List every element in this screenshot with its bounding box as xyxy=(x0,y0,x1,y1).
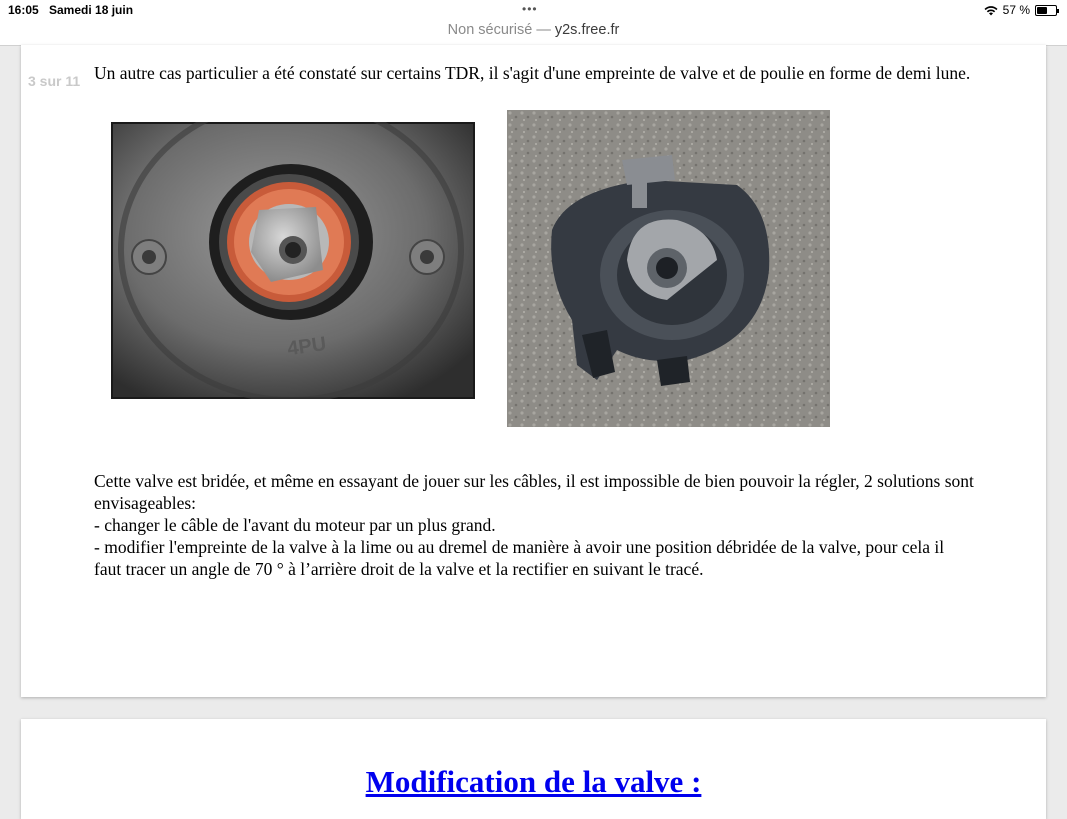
engine-marking: 4PU xyxy=(285,333,328,361)
section-title-link[interactable]: Modification de la valve : xyxy=(365,764,702,799)
intro-text: Un autre cas particulier a été constaté sur certains TDR, il s'agit d'une empreinte de valve et de poulie en forme de demi lune. xyxy=(94,63,971,83)
domain-label: y2s.free.fr xyxy=(554,22,620,38)
battery-level xyxy=(1037,7,1047,14)
address-bar[interactable] xyxy=(0,20,1067,46)
pulley-photo xyxy=(111,122,475,399)
explanation-line-2: - changer le câble de l'avant du moteur par un plus grand. xyxy=(94,515,496,535)
intro-paragraph xyxy=(94,62,974,84)
page-indicator: 3 sur 11 xyxy=(28,73,81,89)
battery-icon xyxy=(1035,5,1057,16)
status-time: 16:05 xyxy=(8,3,39,17)
multitasking-dots-icon[interactable]: ••• xyxy=(522,2,538,16)
wifi-icon xyxy=(984,5,998,16)
explanation-paragraph xyxy=(94,470,974,580)
status-indicators xyxy=(984,3,1057,17)
status-bar xyxy=(0,0,1067,20)
explanation-line-3: - modifier l'empreinte de la valve à la lime ou au dremel de manière à avoir une position débridée de la valve, pour cela il faut tracer un angle de 70 ° à l’arrière droit de la valve et la rectifier en suivant le tracé. xyxy=(94,537,945,579)
valve-photo xyxy=(507,110,830,427)
security-label: Non sécurisé — xyxy=(447,22,551,38)
explanation-line-1: Cette valve est bridée, et même en essayant de jouer sur les câbles, il est impossible de bien pouvoir la régler, 2 solutions sont envisageables: xyxy=(94,471,974,513)
status-date: Samedi 18 juin xyxy=(49,3,134,17)
battery-percent: 57 % xyxy=(1002,3,1030,17)
